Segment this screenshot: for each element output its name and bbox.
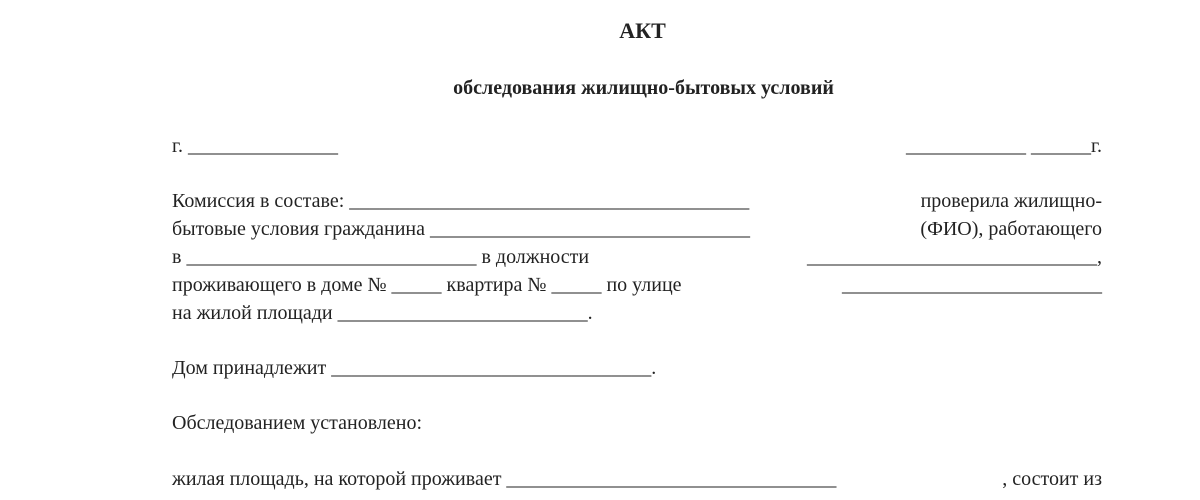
house-owner-text: Дом принадлежит ________________________________. xyxy=(172,357,657,379)
findings-label-text: Обследованием установлено: xyxy=(172,412,422,434)
commission-line-2-left: бытовые условия гражданина ________________________________ xyxy=(172,218,750,240)
date-field: ____________ ______г. xyxy=(906,135,1102,157)
commission-line-5 xyxy=(172,301,1102,325)
living-area-left: жилая площадь, на которой проживает _________________________________ xyxy=(172,468,837,490)
commission-line-1-left: Комиссия в составе: ________________________________________ xyxy=(172,190,750,212)
commission-line-5-text: на жилой площади _________________________. xyxy=(172,302,593,324)
living-area-line xyxy=(172,467,1102,491)
commission-line-1-right: проверила жилищно- xyxy=(920,190,1102,212)
commission-line-4-left: проживающего в доме № _____ квартира № _____ по улице xyxy=(172,274,682,296)
living-area-right: , состоит из xyxy=(1002,468,1102,490)
house-owner-line xyxy=(172,356,1102,380)
place-date-line xyxy=(172,134,1102,158)
document-title: АКТ xyxy=(619,18,666,43)
document-subtitle: обследования жилищно-бытовых условий xyxy=(453,77,834,99)
commission-line-3-right: _____________________________, xyxy=(807,246,1102,268)
place-field: г. _______________ xyxy=(172,135,338,157)
findings-label xyxy=(172,411,1102,435)
commission-line-2-right: (ФИО), работающего xyxy=(920,218,1102,240)
commission-line-4-right: __________________________ xyxy=(842,274,1102,296)
commission-line-1 xyxy=(172,189,1102,213)
commission-line-3 xyxy=(172,245,1102,269)
commission-line-3-left: в _____________________________ в должности xyxy=(172,246,590,268)
commission-line-2 xyxy=(172,217,1102,241)
commission-line-4 xyxy=(172,273,1102,297)
